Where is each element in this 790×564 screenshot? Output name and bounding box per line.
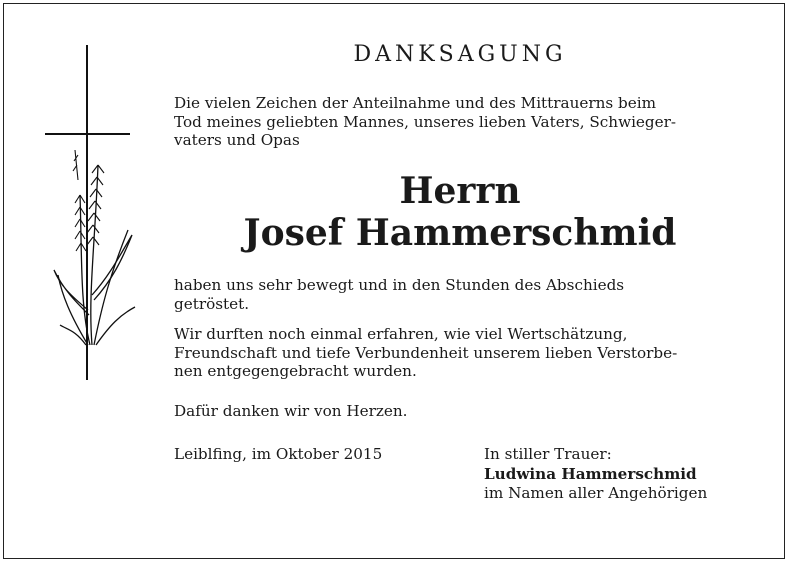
signer-name: Ludwina Hammerschmid	[484, 464, 697, 483]
appreciation-text	[174, 325, 744, 381]
intro-line: Die vielen Zeichen der Anteilnahme und des Mittrauerns beim	[174, 94, 656, 112]
intro-line: vaters und Opas	[174, 131, 300, 149]
thanks-text	[174, 402, 744, 421]
mourning-label: In stiller Trauer:	[484, 445, 612, 463]
cross-with-wheat-icon	[40, 45, 140, 385]
salutation: Herrn	[399, 170, 521, 212]
signer-note: im Namen aller Angehörigen	[484, 484, 708, 502]
deceased-name: Josef Hammerschmid	[243, 212, 677, 254]
appreciation-line: Freundschaft und tiefe Verbundenheit unserem lieben Verstorbe-	[174, 343, 678, 362]
notice-heading: DANKSAGUNG	[353, 42, 567, 67]
intro-line: Tod meines geliebten Mannes, unseres lieben Vaters, Schwieger-	[174, 112, 677, 131]
place-date: Leiblfing, im Oktober 2015	[174, 445, 383, 463]
comfort-line: getröstet.	[174, 294, 250, 313]
appreciation-line: nen entgegengebracht wurden.	[174, 362, 417, 380]
thanks-line: Dafür danken wir von Herzen.	[174, 402, 408, 420]
appreciation-line: Wir durften noch einmal erfahren, wie viel Wertschätzung,	[174, 325, 628, 343]
comfort-text	[174, 276, 744, 313]
intro-text	[174, 94, 744, 150]
comfort-line: haben uns sehr bewegt und in den Stunden des Abschieds	[174, 276, 625, 294]
signature-block	[484, 445, 707, 504]
